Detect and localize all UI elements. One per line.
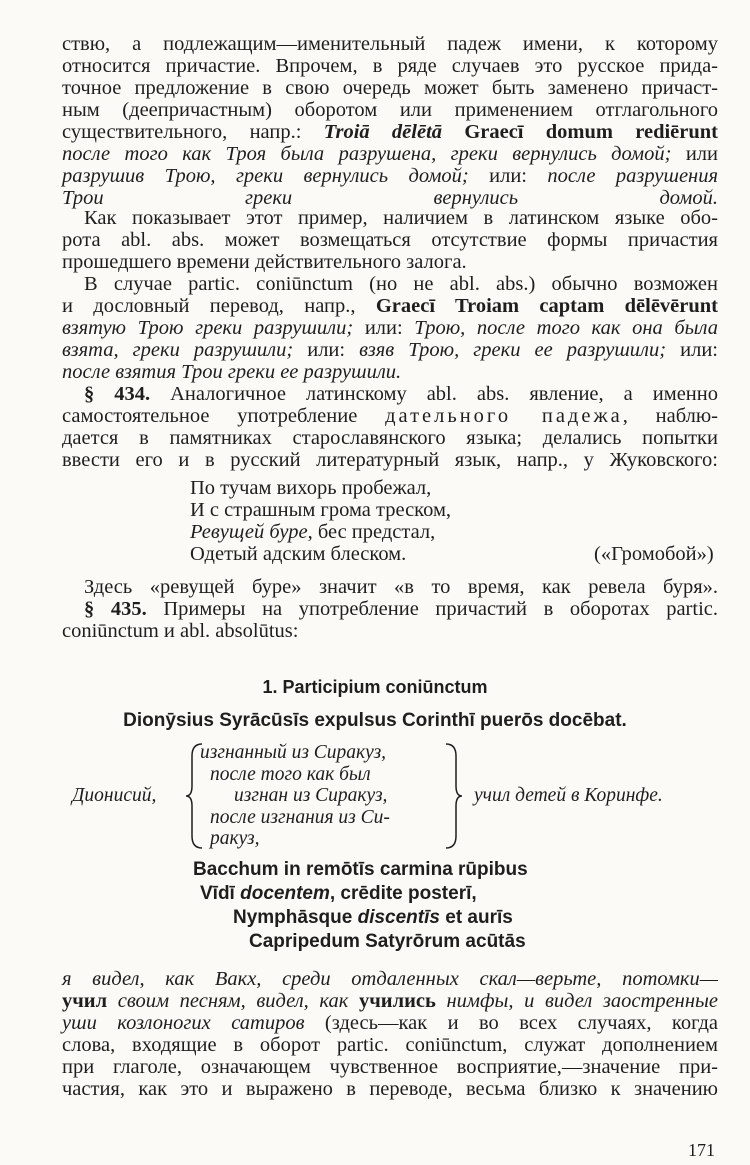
text-run: Трою, после того как она была (414, 317, 718, 339)
text-run: точное предложение в свою очередь может быть заменено причаст- (62, 77, 718, 99)
text-line (84, 576, 718, 598)
latin-verse-line (193, 859, 528, 881)
text-run: взятую Трою греки разрушили; (62, 317, 354, 339)
text-run: Graecī Troiam captam dēlēvērunt (375, 295, 719, 317)
page-number: 171 (688, 1140, 715, 1160)
text-run: Vīdī (200, 883, 241, 904)
text-run: coniūnctum и abl. absolūtus: (62, 620, 299, 642)
text-run: В случае partic. coniūnctum (но не abl. abs.) обычно возможен (84, 273, 718, 295)
text-line (62, 1078, 718, 1100)
text-line (62, 427, 718, 449)
text-run: разрушив Трою, греки вернулись домой; (62, 165, 469, 187)
poem-line (190, 521, 435, 543)
text-line (62, 1034, 718, 1056)
text-run: § 435. (84, 598, 147, 620)
text-line (62, 990, 718, 1012)
brace-variant-line: изгнан из Сиракуз, (234, 785, 388, 806)
text-run: дательного падежа (385, 405, 623, 427)
text-run: Как показывает этот пример, наличием в латинском языке обо- (84, 207, 718, 229)
text-run: , crēdite posterī, (329, 883, 477, 904)
text-run: или: (468, 165, 548, 187)
text-run: ствю, а подлежащим—именительный падеж имени, к которому (62, 33, 718, 55)
latin-example-sentence: Dionȳsius Syrācūsīs expulsus Corinthī puerōs docēbat. (123, 710, 627, 731)
text-run: я видел, как Вакх, среди отдаленных скал—верьте, потомки— (62, 968, 718, 990)
text-run: И с страшным грома треском, (190, 499, 452, 521)
text-run: рота abl. abs. может возмещаться отсутствие формы причастия (62, 229, 718, 251)
text-run: нимфы, и видел заостренные (435, 990, 719, 1012)
text-line (84, 207, 718, 229)
text-run: своим песням, видел, как (107, 990, 359, 1012)
text-run: после взятия Трои греки ее разрушили. (62, 361, 402, 383)
text-run: ным (деепричастным) оборотом или применением отглагольного (62, 99, 718, 121)
text-run: ввести его и в русский литературный язык, напр., у Жуковского: (62, 449, 718, 471)
text-run: относится причастие. Впрочем, в ряде случаев это русское прида- (62, 55, 718, 77)
text-line (62, 449, 718, 471)
text-line (62, 187, 718, 209)
text-run (442, 121, 464, 143)
text-run: взята, греки разрушили; (62, 339, 294, 361)
text-run: слова, входящие в оборот partic. coniūnctum, служат дополнением (62, 1034, 718, 1056)
text-run: существительного, напр.: (62, 121, 324, 143)
text-run: (здесь—как и во всех случаях, когда (304, 1012, 719, 1034)
text-line (62, 620, 718, 642)
text-run: Nymphāsque (233, 907, 358, 928)
brace-variant-line: после изгнания из Си- (210, 806, 390, 828)
text-run: Capripedum Satyrōrum acūtās (249, 931, 526, 952)
text-run: По тучам вихорь пробежал, (190, 477, 432, 499)
text-line (84, 273, 718, 295)
brace-left-subject: Дионисий, (72, 785, 157, 806)
text-run: Аналогичное латинскому abl. abs. явление, а именно (150, 383, 718, 405)
text-run: или: (666, 339, 718, 361)
latin-verse-line (233, 907, 513, 929)
brace-variant-line: изгнанный из Сиракуз, (200, 742, 387, 763)
text-line (62, 121, 718, 143)
latin-verse-line (249, 931, 526, 953)
text-run: учил (62, 990, 108, 1012)
text-line (62, 55, 718, 77)
brace-variant-line: после того как был (210, 763, 371, 785)
brace-right-predicate: учил детей в Коринфе. (474, 785, 663, 806)
text-line (62, 33, 718, 55)
text-run: Troiā dēlētā (323, 121, 443, 143)
text-line (84, 383, 718, 405)
text-run: § 434. (84, 383, 151, 405)
text-run: Одетый адским блеском. (190, 543, 407, 565)
text-run: прошедшего времени действительного залога. (62, 251, 467, 273)
text-line (62, 295, 718, 317)
text-line (62, 1056, 718, 1078)
text-run: дается в памятниках старославянского языка; делались попытки (62, 427, 718, 449)
text-run: взяв Трою, греки ее разрушили; (359, 339, 667, 361)
text-run: после разрушения (547, 165, 719, 187)
text-run: discentīs (357, 907, 440, 928)
text-line (62, 229, 718, 251)
text-run: Bacchum in remōtīs carmina rūpibus (193, 859, 528, 880)
text-line (62, 165, 718, 187)
text-run: частия, как это и выражено в переводе, весьма близко к значению (62, 1078, 718, 1100)
text-run: и дословный перевод, напр., (62, 295, 376, 317)
text-run: Graecī domum rediērunt (464, 121, 719, 143)
text-line (84, 598, 718, 620)
section-heading: 1. Participium coniūnctum (262, 677, 488, 697)
latin-verse-line (200, 883, 477, 905)
text-run: при глаголе, означающем чувственное восприятие,—значение при- (62, 1056, 718, 1078)
text-run: , бес предстал, (307, 521, 436, 543)
text-run: или: (293, 339, 360, 361)
text-line (62, 99, 718, 121)
text-run: docentem (240, 883, 330, 904)
poem-line (190, 543, 406, 565)
text-run: Ревущей буре (190, 521, 308, 543)
poem-line (190, 477, 431, 499)
quote-source: («Громобой») (594, 543, 714, 565)
text-line (62, 361, 718, 383)
text-run: et aurīs (439, 907, 513, 928)
text-line (62, 143, 718, 165)
brace-variant-line: ракуз, (210, 828, 260, 849)
text-line (62, 251, 718, 273)
text-run: Примеры на употребление причастий в оборотах partic. (146, 598, 718, 620)
text-line (62, 77, 718, 99)
text-line (62, 405, 718, 427)
text-line (62, 968, 718, 990)
text-run: самостоятельное употребление (62, 405, 386, 427)
text-line (62, 1012, 718, 1034)
poem-line (190, 499, 451, 521)
text-line (62, 317, 718, 339)
text-run: уши козлоногих сатиров (62, 1012, 305, 1034)
text-run: Здесь «ревущей буре» значит «в то время, как ревела буря». (84, 576, 718, 598)
text-run: или: (353, 317, 415, 339)
text-run: Трои греки вернулись домой. (62, 187, 718, 209)
text-run: или (671, 143, 718, 165)
text-run: учились (358, 990, 436, 1012)
text-run: , наблю- (622, 405, 718, 427)
text-line (62, 339, 718, 361)
text-run: после того как Троя была разрушена, греки вернулись домой; (62, 143, 672, 165)
right-brace (442, 742, 464, 850)
